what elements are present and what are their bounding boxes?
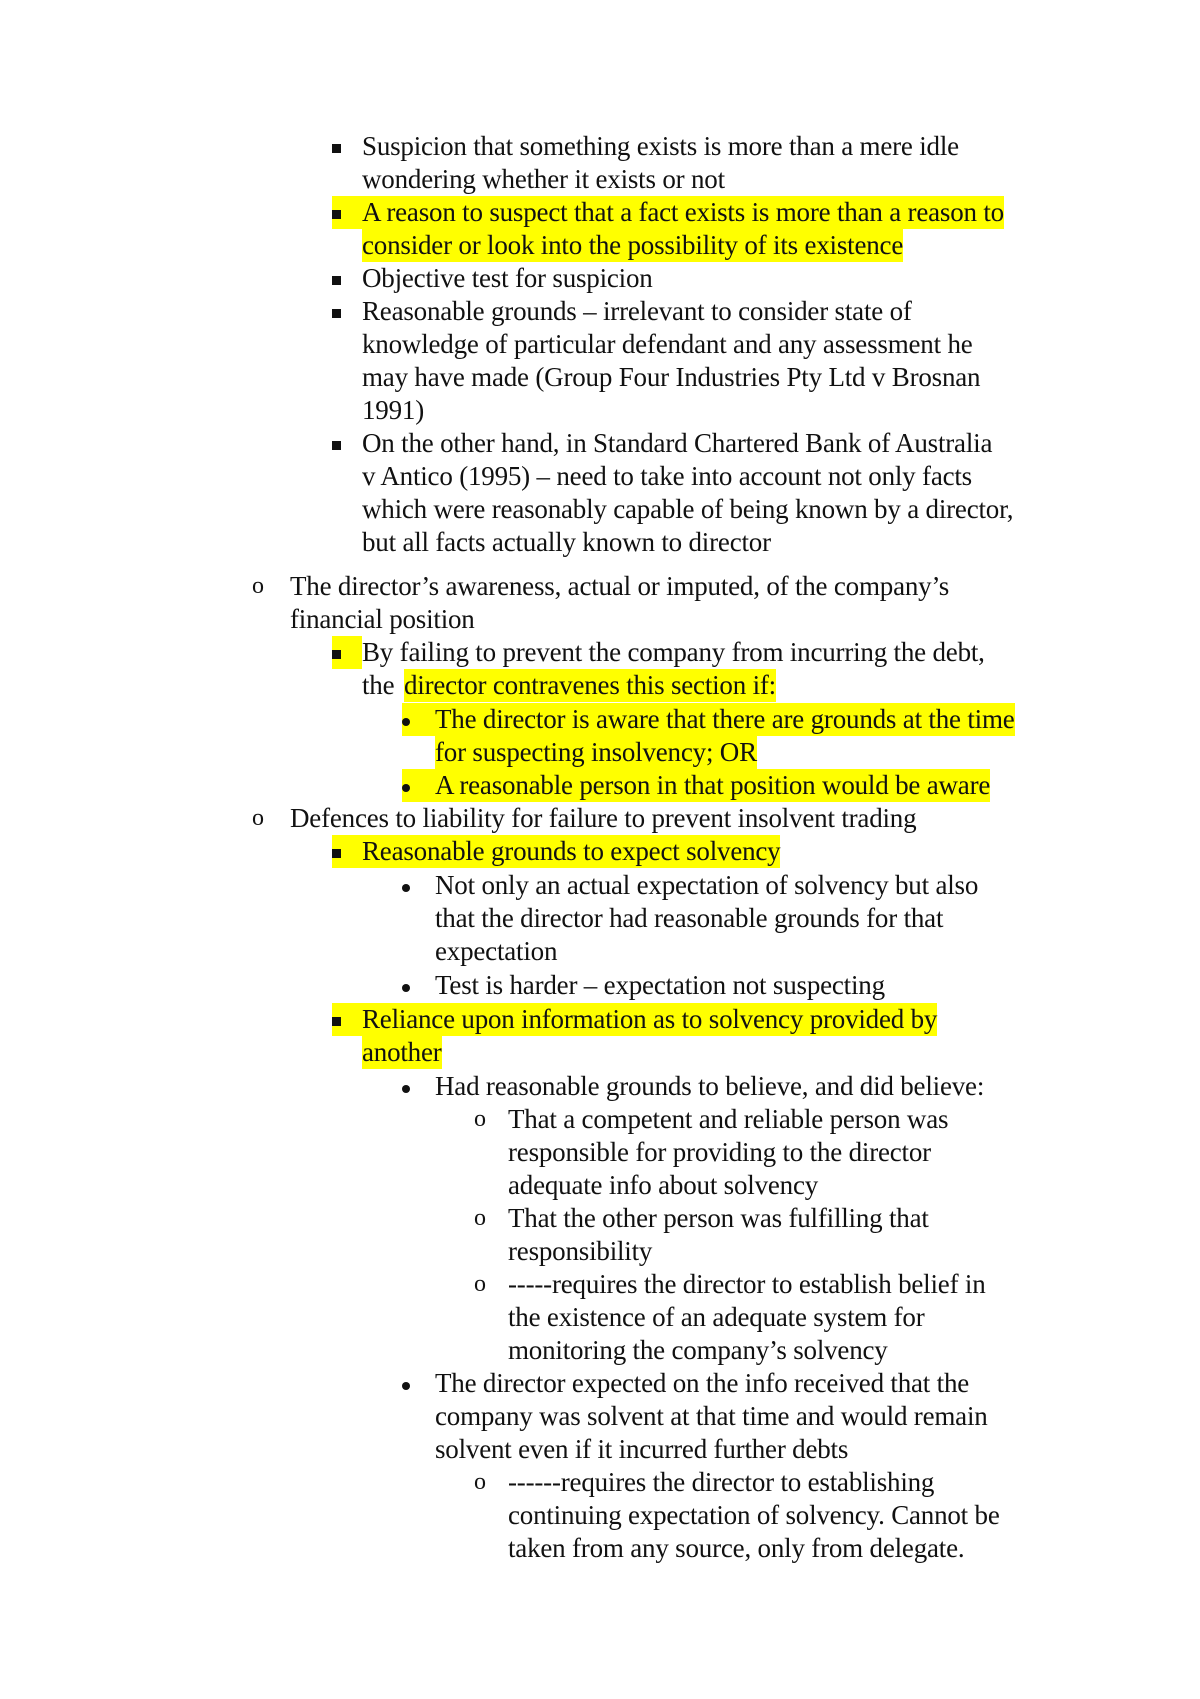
list-item: Not only an actual expectation of solvency but also <box>435 870 979 900</box>
list-item: knowledge of particular defendant and any assessment he <box>362 329 973 359</box>
square-bullet-icon <box>332 196 362 229</box>
list-item: for suspecting insolvency; OR <box>435 737 757 767</box>
list-item: continuing expectation of solvency. Cannot be <box>508 1500 1000 1530</box>
circle-bullet-icon: o <box>252 805 264 831</box>
circle-bullet-icon: o <box>474 1205 486 1231</box>
circle-bullet-icon: o <box>474 1469 486 1495</box>
round-bullet-icon <box>402 869 410 902</box>
square-bullet-icon <box>332 295 341 328</box>
list-item: By failing to prevent the company from incurring the debt, <box>362 637 985 667</box>
circle-bullet-icon: o <box>474 1271 486 1297</box>
list-item: Had reasonable grounds to believe, and did believe: <box>435 1071 985 1101</box>
list-item: another <box>362 1037 442 1067</box>
list-item: wondering whether it exists or not <box>362 164 725 194</box>
square-bullet-icon <box>332 835 362 868</box>
list-item: expectation <box>435 936 558 966</box>
round-bullet-icon <box>402 769 435 802</box>
list-item: -----requires the director to establish belief in <box>508 1269 986 1299</box>
list-item: The director expected on the info received that the <box>435 1368 970 1398</box>
round-bullet-icon <box>402 1367 410 1400</box>
list-item: monitoring the company’s solvency <box>508 1335 888 1365</box>
list-item: v Antico (1995) – need to take into account not only facts <box>362 461 972 491</box>
circle-bullet-icon: o <box>474 1106 486 1132</box>
list-item: Suspicion that something exists is more than a mere idle <box>362 131 959 161</box>
list-item: Reasonable grounds – irrelevant to consider state of <box>362 296 912 326</box>
round-bullet-icon <box>402 1070 410 1103</box>
list-item: Reliance upon information as to solvency provided by <box>362 1004 938 1034</box>
square-bullet-icon <box>332 427 341 460</box>
square-bullet-icon <box>332 262 341 295</box>
square-bullet-icon <box>332 1003 362 1036</box>
square-bullet-icon <box>332 130 341 163</box>
list-item: ------requires the director to establishing <box>508 1467 935 1497</box>
circle-bullet-icon: o <box>252 573 264 599</box>
list-item: A reasonable person in that position would be aware <box>435 770 991 800</box>
list-item: That a competent and reliable person was <box>508 1104 949 1134</box>
round-bullet-icon <box>402 703 435 736</box>
list-item: company was solvent at that time and would remain <box>435 1401 988 1431</box>
list-item: Test is harder – expectation not suspecting <box>435 970 885 1000</box>
list-item: financial position <box>290 604 475 634</box>
list-item-highlight: director contravenes this section if: <box>404 670 776 700</box>
list-item: consider or look into the possibility of its existence <box>362 230 904 260</box>
list-item: On the other hand, in Standard Chartered Bank of Australia <box>362 428 993 458</box>
square-bullet-icon <box>332 636 362 669</box>
list-item: may have made (Group Four Industries Pty Ltd v Brosnan <box>362 362 981 392</box>
list-item: Objective test for suspicion <box>362 263 653 293</box>
list-item: adequate info about solvency <box>508 1170 819 1200</box>
list-item: taken from any source, only from delegate. <box>508 1533 965 1563</box>
list-item: Reasonable grounds to expect solvency <box>362 836 781 866</box>
list-item-prefix: the <box>362 670 395 700</box>
list-item: the existence of an adequate system for <box>508 1302 925 1332</box>
list-item: A reason to suspect that a fact exists is more than a reason to <box>362 197 1004 227</box>
list-item: solvent even if it incurred further debts <box>435 1434 849 1464</box>
list-item: The director is aware that there are grounds at the time <box>435 704 1015 734</box>
list-item: 1991) <box>362 395 424 425</box>
list-item: That the other person was fulfilling that <box>508 1203 929 1233</box>
list-item: Defences to liability for failure to prevent insolvent trading <box>290 803 917 833</box>
list-item: which were reasonably capable of being known by a director, <box>362 494 1014 524</box>
list-item: but all facts actually known to director <box>362 527 771 557</box>
list-item: The director’s awareness, actual or imputed, of the company’s <box>290 571 950 601</box>
round-bullet-icon <box>402 969 410 1002</box>
list-item: responsible for providing to the director <box>508 1137 931 1167</box>
list-item: that the director had reasonable grounds for that <box>435 903 944 933</box>
list-item: responsibility <box>508 1236 653 1266</box>
